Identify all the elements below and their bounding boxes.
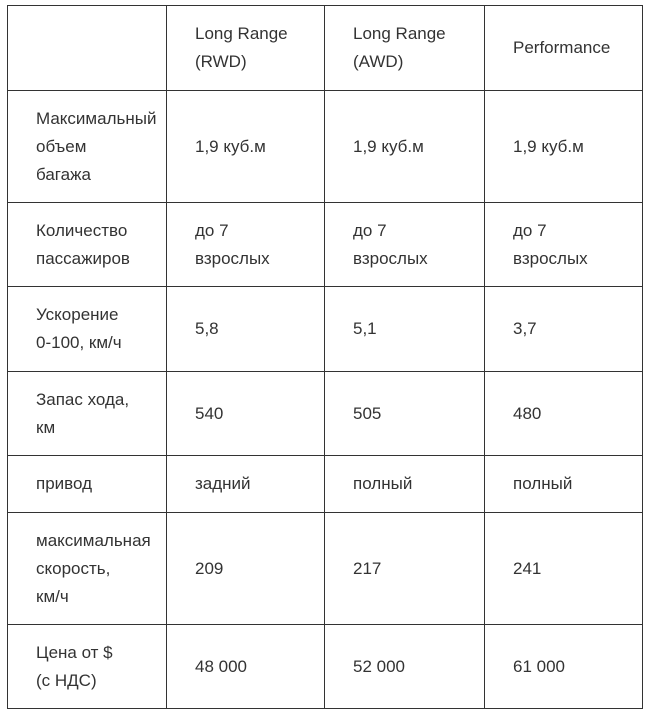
table-row xyxy=(8,203,643,287)
value-cell: 1,9 куб.м xyxy=(325,91,485,203)
row-label-cell: Максимальный объем багажа xyxy=(8,91,167,203)
header-cell-long-range-rwd: Long Range (RWD) xyxy=(167,6,325,91)
row-label-cell: Запас хода, км xyxy=(8,372,167,456)
value-cell: полный xyxy=(325,456,485,513)
header-cell-empty xyxy=(8,6,167,91)
table-header-row xyxy=(8,6,643,91)
value-cell: 61 000 xyxy=(485,625,643,709)
value-cell: 1,9 куб.м xyxy=(485,91,643,203)
value-cell: до 7 взрослых xyxy=(485,203,643,287)
header-cell-performance: Performance xyxy=(485,6,643,91)
value-cell: 480 xyxy=(485,372,643,456)
value-cell: задний xyxy=(167,456,325,513)
table-row xyxy=(8,456,643,513)
value-cell: 505 xyxy=(325,372,485,456)
value-cell: 217 xyxy=(325,513,485,625)
value-cell: 209 xyxy=(167,513,325,625)
value-cell: 5,8 xyxy=(167,287,325,372)
value-cell: 241 xyxy=(485,513,643,625)
table-row xyxy=(8,513,643,625)
value-cell: 48 000 xyxy=(167,625,325,709)
row-label-cell: привод xyxy=(8,456,167,513)
value-cell: 540 xyxy=(167,372,325,456)
value-cell: 1,9 куб.м xyxy=(167,91,325,203)
value-cell: до 7 взрослых xyxy=(325,203,485,287)
value-cell: 52 000 xyxy=(325,625,485,709)
value-cell: полный xyxy=(485,456,643,513)
row-label-cell: Количество пассажиров xyxy=(8,203,167,287)
header-cell-long-range-awd: Long Range (AWD) xyxy=(325,6,485,91)
table-row xyxy=(8,625,643,709)
value-cell: 5,1 xyxy=(325,287,485,372)
table-row xyxy=(8,372,643,456)
value-cell: до 7 взрослых xyxy=(167,203,325,287)
row-label-cell: Ускорение 0-100, км/ч xyxy=(8,287,167,372)
value-cell: 3,7 xyxy=(485,287,643,372)
table-row xyxy=(8,91,643,203)
row-label-cell: Цена от $ (с НДС) xyxy=(8,625,167,709)
table-row xyxy=(8,287,643,372)
row-label-cell: максимальная скорость, км/ч xyxy=(8,513,167,625)
spec-comparison-table xyxy=(7,5,643,709)
